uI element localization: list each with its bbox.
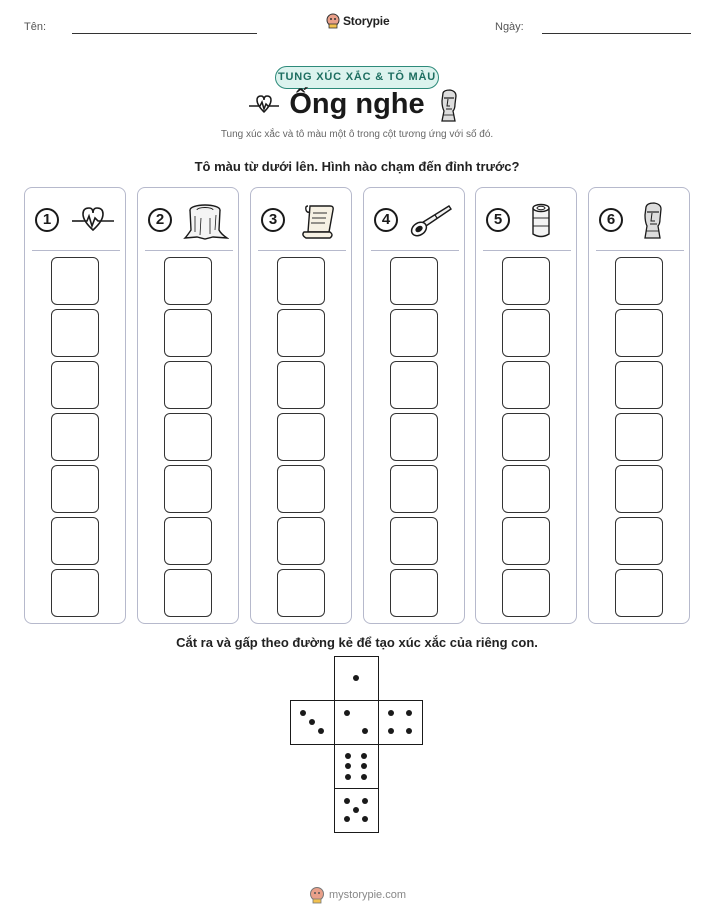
dice-pip — [362, 816, 368, 822]
storypie-logo-icon — [309, 886, 325, 904]
color-cell[interactable] — [502, 309, 550, 357]
column-divider — [371, 250, 459, 251]
color-cell[interactable] — [277, 309, 325, 357]
color-cell[interactable] — [164, 569, 212, 617]
column-6 — [588, 187, 690, 624]
column-number: 2 — [148, 208, 172, 232]
color-cell[interactable] — [615, 257, 663, 305]
color-cell[interactable] — [51, 257, 99, 305]
column-divider — [596, 250, 684, 251]
dice-face-3 — [290, 700, 335, 745]
color-cell[interactable] — [51, 309, 99, 357]
color-cell[interactable] — [615, 361, 663, 409]
tree-stump-icon — [183, 202, 229, 240]
date-label: Ngày: — [495, 21, 524, 33]
dice-pip — [362, 728, 368, 734]
column-divider — [483, 250, 571, 251]
color-cell[interactable] — [615, 569, 663, 617]
name-label: Tên: — [24, 21, 47, 33]
column-divider — [258, 250, 346, 251]
color-cell[interactable] — [615, 465, 663, 513]
color-cell[interactable] — [277, 569, 325, 617]
dice-pip — [344, 816, 350, 822]
color-cell[interactable] — [51, 361, 99, 409]
column-4 — [363, 187, 465, 624]
column-5 — [475, 187, 577, 624]
dice-pip — [406, 710, 412, 716]
subtitle: Tung xúc xắc và tô màu một ô trong cột tương ứng với số đó. — [220, 129, 494, 140]
column-number: 6 — [599, 208, 623, 232]
dice-face-1 — [334, 656, 379, 701]
column-3 — [250, 187, 352, 624]
column-number: 4 — [374, 208, 398, 232]
color-cell[interactable] — [51, 517, 99, 565]
dice-pip — [361, 753, 367, 759]
color-cell[interactable] — [615, 309, 663, 357]
date-line — [542, 33, 691, 34]
column-header — [589, 202, 689, 240]
dice-pip — [345, 774, 351, 780]
dice-pip — [406, 728, 412, 734]
color-cell[interactable] — [502, 569, 550, 617]
color-cell[interactable] — [277, 465, 325, 513]
dice-face-4 — [378, 700, 423, 745]
column-header — [476, 202, 576, 240]
color-cell[interactable] — [502, 257, 550, 305]
color-cell[interactable] — [502, 361, 550, 409]
color-cell[interactable] — [164, 257, 212, 305]
dice-pip — [345, 763, 351, 769]
dice-face-2 — [334, 700, 379, 745]
color-cell[interactable] — [390, 569, 438, 617]
color-cell[interactable] — [164, 517, 212, 565]
dice-pip — [362, 798, 368, 804]
column-divider — [145, 250, 233, 251]
paper-roll-icon — [521, 202, 567, 240]
dice-pip — [388, 710, 394, 716]
dice-pip — [309, 719, 315, 725]
color-cell[interactable] — [502, 413, 550, 461]
moai-icon — [634, 202, 680, 240]
color-cell[interactable] — [390, 309, 438, 357]
heartbeat-icon — [70, 202, 116, 240]
color-cell[interactable] — [164, 413, 212, 461]
footer — [309, 886, 406, 904]
color-cell[interactable] — [390, 257, 438, 305]
color-cell[interactable] — [51, 569, 99, 617]
color-cell[interactable] — [390, 517, 438, 565]
color-cell[interactable] — [615, 517, 663, 565]
color-cell[interactable] — [615, 413, 663, 461]
name-line — [72, 33, 257, 34]
column-header — [364, 202, 464, 240]
dice-pip — [344, 798, 350, 804]
column-number: 3 — [261, 208, 285, 232]
dice-pip — [388, 728, 394, 734]
storypie-logo-icon — [326, 13, 340, 29]
dice-pip — [345, 753, 351, 759]
cut-instruction: Cắt ra và gấp theo đường kẻ để tạo xúc xắc của riêng con. — [176, 635, 538, 650]
color-cell[interactable] — [502, 517, 550, 565]
color-cell[interactable] — [390, 413, 438, 461]
color-cell[interactable] — [164, 309, 212, 357]
column-1 — [24, 187, 126, 624]
column-number: 1 — [35, 208, 59, 232]
page-title: Ống nghe — [289, 88, 425, 120]
dice-pip — [353, 807, 359, 813]
dice-pip — [361, 774, 367, 780]
scroll-icon — [296, 202, 342, 240]
dice-face-6 — [334, 744, 379, 789]
dice-pip — [361, 763, 367, 769]
dice-pip — [318, 728, 324, 734]
color-columns — [24, 187, 690, 624]
dice-pip — [353, 675, 359, 681]
column-header — [251, 202, 351, 240]
color-cell[interactable] — [51, 413, 99, 461]
column-divider — [32, 250, 120, 251]
color-cell[interactable] — [502, 465, 550, 513]
column-2 — [137, 187, 239, 624]
color-cell[interactable] — [51, 465, 99, 513]
color-cell[interactable] — [164, 361, 212, 409]
color-cell[interactable] — [277, 257, 325, 305]
color-cell[interactable] — [390, 465, 438, 513]
dice-face-5 — [334, 788, 379, 833]
color-cell[interactable] — [164, 465, 212, 513]
color-cell[interactable] — [277, 361, 325, 409]
brand — [326, 13, 389, 29]
moai-icon — [437, 89, 461, 123]
color-cell[interactable] — [277, 517, 325, 565]
activity-type-pill: TUNG XÚC XẮC & TÔ MÀU — [275, 66, 439, 89]
color-cell[interactable] — [277, 413, 325, 461]
color-cell[interactable] — [390, 361, 438, 409]
brand-name: Storypie — [343, 14, 390, 28]
horn-icon — [409, 202, 455, 240]
column-header — [138, 202, 238, 240]
instruction: Tô màu từ dưới lên. Hình nào chạm đến đỉnh trước? — [194, 159, 520, 174]
column-number: 5 — [486, 208, 510, 232]
column-header — [25, 202, 125, 240]
dice-pip — [300, 710, 306, 716]
dice-pip — [344, 710, 350, 716]
footer-url: mystorypie.com — [329, 889, 407, 901]
